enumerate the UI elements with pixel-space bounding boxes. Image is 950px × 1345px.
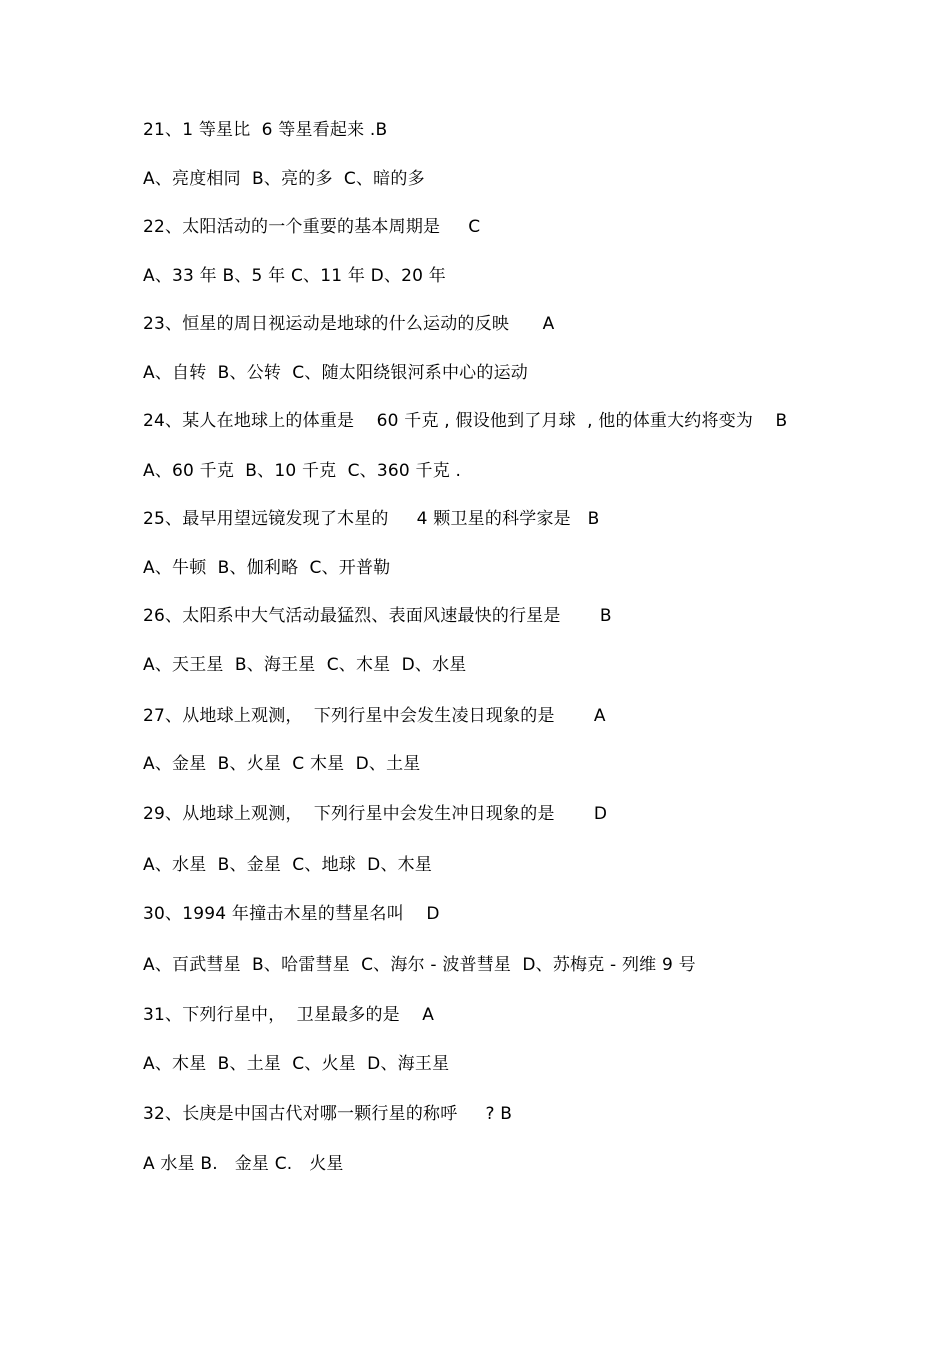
question-29: 29、从地球上观测， 下列行星中会发生冲日现象的是 D	[143, 804, 608, 824]
options-23: A、自转 B、公转 C、随太阳绕银河系中心的运动	[143, 363, 528, 383]
question-30: 30、1994 年撞击木星的彗星名叫 D	[143, 904, 440, 924]
options-21: A、亮度相同 B、亮的多 C、暗的多	[143, 169, 425, 189]
options-27: A、金星 B、火星 C 木星 D、土星	[143, 754, 421, 774]
question-27: 27、从地球上观测， 下列行星中会发生凌日现象的是 A	[143, 706, 606, 726]
options-24: A、60 千克 B、10 千克 C、360 千克 .	[143, 461, 462, 481]
question-21: 21、1 等星比 6 等星看起来 .B	[143, 120, 388, 140]
question-31: 31、下列行星中， 卫星最多的是 A	[143, 1005, 435, 1025]
options-22: A、33 年 B、5 年 C、11 年 D、20 年	[143, 266, 446, 286]
question-25: 25、最早用望远镜发现了木星的 4 颗卫星的科学家是 B	[143, 509, 600, 529]
question-32: 32、长庚是中国古代对哪一颗行星的称呼 ? B	[143, 1104, 513, 1124]
options-29: A、水星 B、金星 C、地球 D、木星	[143, 855, 433, 875]
options-32: A 水星 B. 金星 C. 火星	[143, 1154, 344, 1174]
options-31: A、木星 B、土星 C、火星 D、海王星	[143, 1054, 450, 1074]
question-22: 22、太阳活动的一个重要的基本周期是 C	[143, 217, 481, 237]
options-25: A、牛顿 B、伽利略 C、开普勒	[143, 558, 391, 578]
options-30: A、百武彗星 B、哈雷彗星 C、海尔 - 波普彗星 D、苏梅克 - 列维 9 号	[143, 955, 696, 975]
question-24: 24、某人在地球上的体重是 60 千克 , 假设他到了月球 , 他的体重大约将变为 B	[143, 411, 788, 431]
options-26: A、天王星 B、海王星 C、木星 D、水星	[143, 655, 467, 675]
question-23: 23、恒星的周日视运动是地球的什么运动的反映 A	[143, 314, 555, 334]
question-26: 26、太阳系中大气活动最猛烈、表面风速最快的行星是 B	[143, 606, 612, 626]
